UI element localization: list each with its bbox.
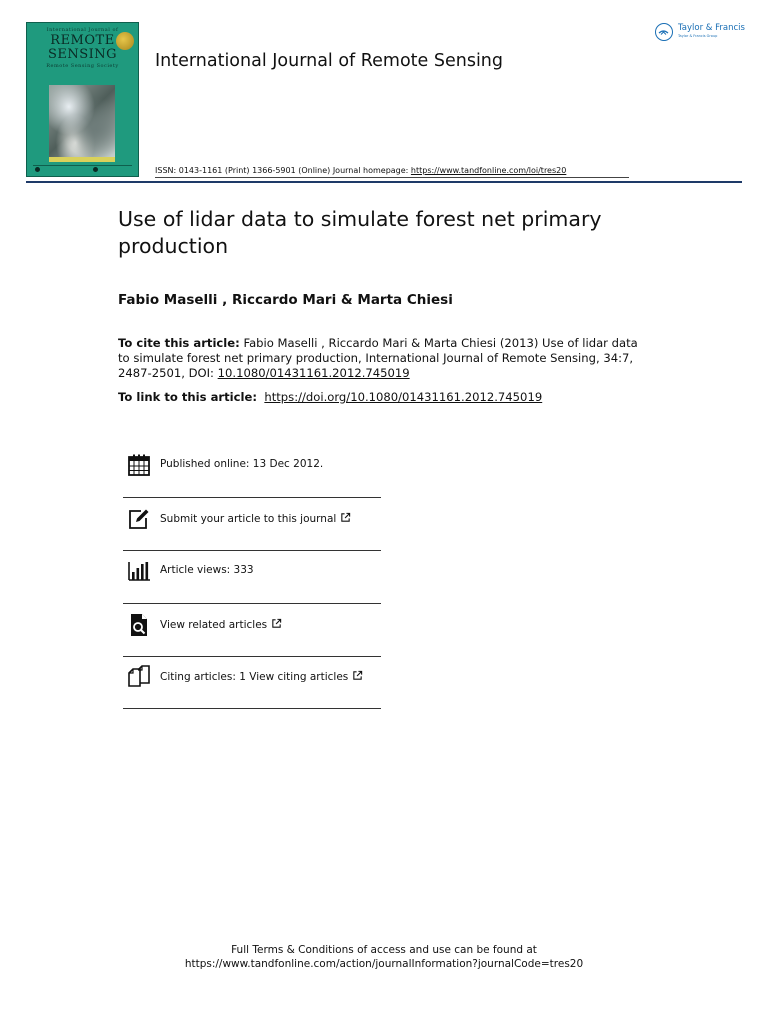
footer-line1: Full Terms & Conditions of access and use can be found at [231,944,537,956]
cite-label: To cite this article: [118,336,240,350]
copy-icon [127,665,151,689]
external-link-icon [340,512,351,523]
divider [123,497,381,498]
cover-satellite-image [49,85,115,157]
cover-footer [33,165,132,173]
divider [123,708,381,709]
link-label: To link to this article: [118,390,257,404]
citing-articles-link[interactable] [160,670,363,683]
cover-logo-icon [35,167,40,172]
journal-homepage-link[interactable]: https://www.tandfonline.com/loi/tres20 [410,166,567,175]
bar-chart-icon [127,559,151,583]
cover-top-line: International Journal of [46,27,119,33]
article-doi-url[interactable]: https://doi.org/10.1080/01431161.2012.745019 [264,390,543,404]
related-articles-text: View related articles [160,619,268,631]
search-document-icon [127,613,151,637]
journal-cover [26,22,139,177]
article-views-text: Article views: 333 [160,564,254,576]
header-thin-rule [155,177,629,178]
submit-article-text: Submit your article to this journal [160,513,337,525]
publisher-logo-icon [655,23,673,41]
external-link-icon [352,670,363,681]
divider [123,656,381,657]
issn-text: ISSN: 0143-1161 (Print) 1366-5901 (Online) Journal homepage: [155,166,411,175]
article-authors: Fabio Maselli , Riccardo Mari & Marta Chiesi [118,292,453,308]
article-title: Use of lidar data to simulate forest net primary production [118,207,602,258]
divider [123,550,381,551]
footer-terms-link[interactable]: https://www.tandfonline.com/action/journalInformation?journalCode=tres20 [184,958,584,970]
journal-title[interactable]: International Journal of Remote Sensing [155,51,504,71]
cover-seal-icon [116,32,134,50]
edit-icon [127,507,151,531]
cover-logo-icon [93,167,98,172]
cover-title-line2: SENSING [47,47,118,62]
divider [123,603,381,604]
article-link-line [118,390,542,404]
publisher-name: Taylor & Francis [678,23,745,33]
citing-articles-text: Citing articles: 1 View citing articles [160,671,349,683]
calendar-icon [127,453,151,477]
published-online-text: Published online: 13 Dec 2012. [160,458,324,470]
submit-article-link[interactable] [160,512,351,525]
related-articles-link[interactable] [160,618,282,631]
article-views-item [123,559,381,599]
publisher-group: Taylor & Francis Group [678,34,718,38]
issn-line [155,166,566,175]
related-articles-item[interactable] [123,613,381,653]
publisher-logo[interactable] [655,22,755,46]
footer-terms [0,943,768,971]
doi-link[interactable]: 10.1080/01431161.2012.745019 [217,366,410,380]
header-rule [26,181,742,183]
cover-band [49,157,115,162]
cover-subtitle: Remote Sensing Society [46,63,119,69]
cover-title-line1: REMOTE [50,33,115,48]
external-link-icon [271,618,282,629]
submit-article-item[interactable] [123,507,381,547]
published-online-item [123,453,381,493]
citation-block [118,336,638,381]
cite-text: Fabio Maselli , Riccardo Mari & Marta Chiesi (2013) Use of lidar data to simulate forest net primary production, International Journal of Remote Sensing, 34:7, 2487-2501, DOI: [118,336,638,380]
citing-articles-item[interactable] [123,665,381,705]
